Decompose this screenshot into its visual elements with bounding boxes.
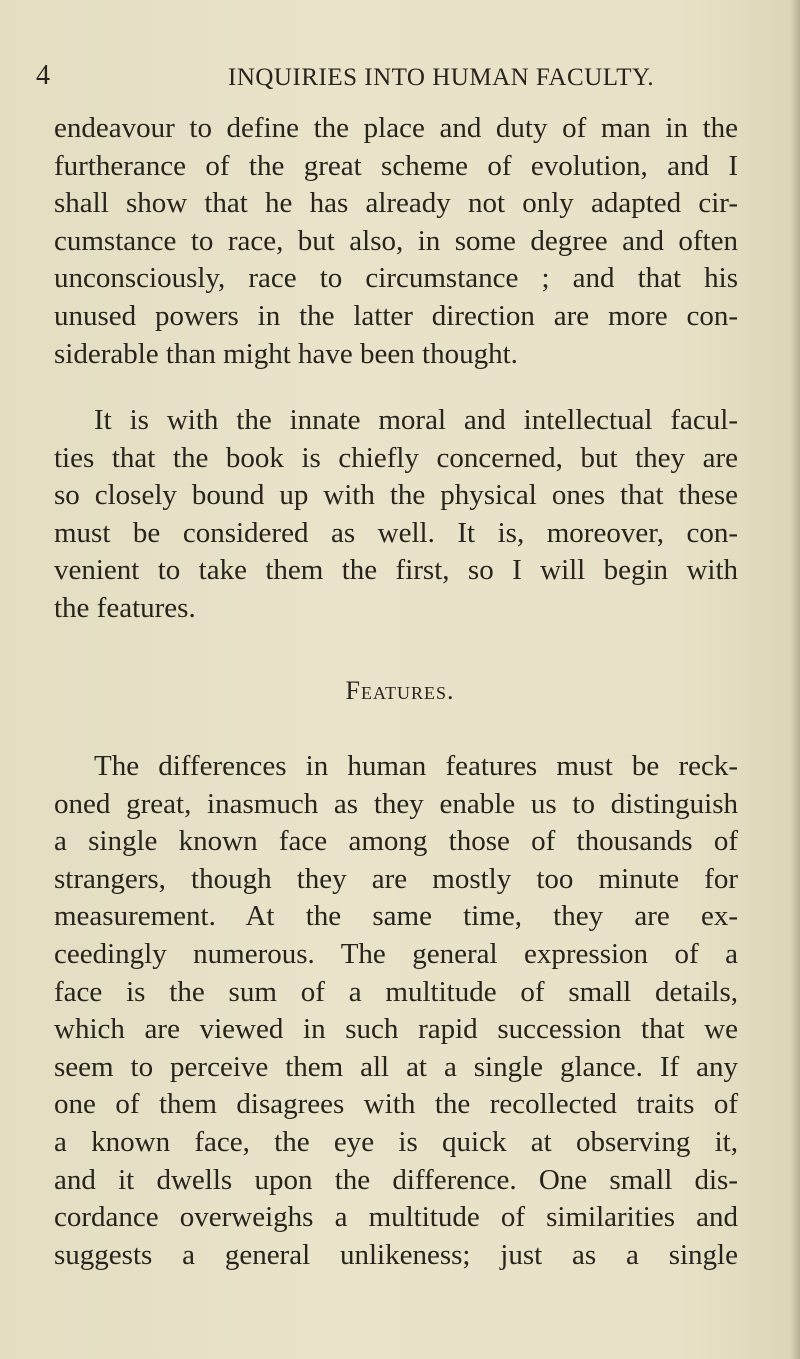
text-line: measurement. At the same time, they are ex- bbox=[54, 900, 738, 933]
text-line: must be considered as well. It is, moreover, con- bbox=[54, 516, 738, 549]
section-heading: Features. bbox=[345, 676, 455, 705]
running-head-title: INQUIRIES INTO HUMAN FACULTY. bbox=[228, 64, 655, 91]
text-line: It is with the innate moral and intellectual facul- bbox=[94, 404, 738, 436]
text-line: furtherance of the great scheme of evolution, and I bbox=[54, 149, 738, 182]
text-line: the features. bbox=[54, 591, 196, 624]
paragraph-1 bbox=[54, 110, 738, 373]
text-line: siderable than might have been thought. bbox=[54, 337, 518, 370]
text-line: strangers, though they are mostly too minute for bbox=[54, 862, 738, 895]
text-line: face is the sum of a multitude of small details, bbox=[54, 975, 738, 1008]
text-line: and it dwells upon the difference. One small dis- bbox=[54, 1163, 738, 1196]
text-line: unconsciously, race to circumstance ; and that his bbox=[54, 262, 738, 295]
text-line: unused powers in the latter direction are more con- bbox=[54, 299, 738, 332]
text-line: one of them disagrees with the recollected traits of bbox=[54, 1088, 738, 1121]
text-line: suggests a general unlikeness; just as a single bbox=[54, 1238, 738, 1271]
text-line: a single known face among those of thousands of bbox=[54, 825, 738, 858]
text-line: venient to take them the first, so I will begin with bbox=[54, 554, 738, 587]
text-line: a known face, the eye is quick at observing it, bbox=[54, 1125, 738, 1158]
text-line: ties that the book is chiefly concerned, but they are bbox=[54, 441, 738, 474]
text-line: seem to perceive them all at a single glance. If any bbox=[54, 1050, 738, 1083]
text-line: so closely bound up with the physical ones that these bbox=[54, 479, 738, 512]
page-number: 4 bbox=[36, 60, 50, 91]
text-line: shall show that he has already not only adapted cir- bbox=[54, 187, 738, 220]
text-line: oned great, inasmuch as they enable us to distinguish bbox=[54, 787, 738, 820]
paragraph-3 bbox=[54, 748, 738, 1274]
text-line: endeavour to define the place and duty of man in the bbox=[54, 112, 738, 144]
running-head bbox=[36, 58, 736, 94]
text-line: which are viewed in such rapid succession that we bbox=[54, 1013, 738, 1046]
text-line: cumstance to race, but also, in some degree and often bbox=[54, 224, 738, 257]
text-line: ceedingly numerous. The general expression of a bbox=[54, 937, 738, 970]
text-line: The differences in human features must be reck- bbox=[94, 750, 738, 782]
paragraph-2 bbox=[54, 402, 738, 628]
text-line: cordance overweighs a multitude of similarities and bbox=[54, 1201, 738, 1234]
